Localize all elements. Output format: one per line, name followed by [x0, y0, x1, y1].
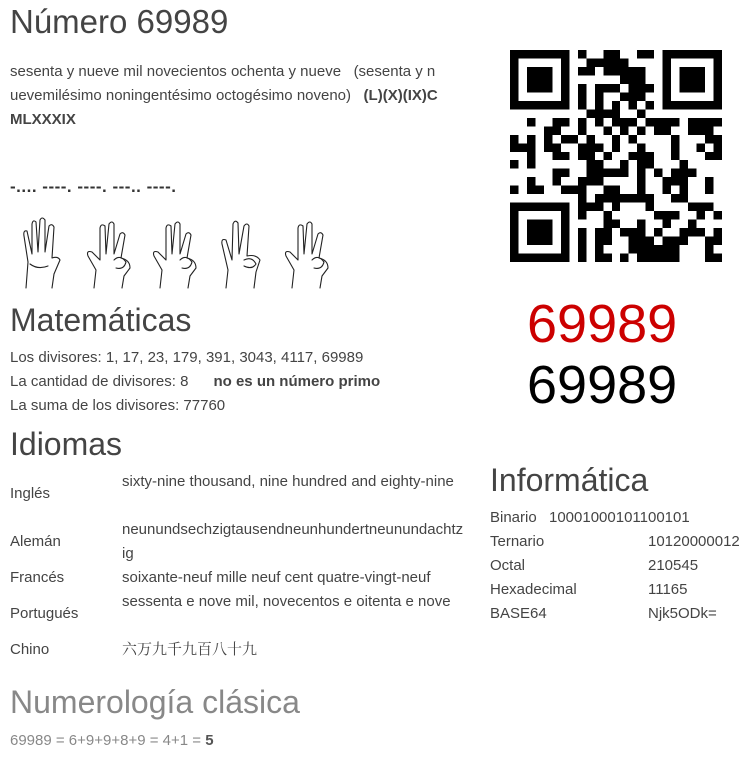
- math-section: [10, 346, 490, 418]
- divisor-sum: La suma de los divisores: 77760: [10, 397, 226, 414]
- informatics-heading: Informática: [490, 462, 649, 498]
- numerology-equation: 69989 = 6+9+9+8+9 = 4+1 =: [10, 732, 202, 749]
- hand-sign-9-icon: [154, 222, 197, 288]
- roman-numeral-part2: MLXXXIX: [10, 111, 76, 128]
- roman-numeral-part1: (L)(X)(IX)C: [363, 87, 438, 104]
- language-row-french: [10, 566, 470, 590]
- hand-sign-9-icon: [88, 222, 131, 288]
- prime-status: no es un número primo: [213, 373, 381, 390]
- language-row-chinese: [10, 638, 470, 662]
- info-row-binary: [490, 506, 748, 530]
- language-value: 六万九千九百八十九: [122, 641, 258, 658]
- info-row-octal: [490, 554, 748, 578]
- info-value: 10120000012: [648, 533, 740, 550]
- language-value: sessenta e nove mil, novecentos e oitenta e nove: [122, 593, 451, 610]
- language-name: Francés: [10, 569, 65, 586]
- number-black: 69989: [527, 355, 678, 415]
- info-row-ternary: [490, 530, 748, 554]
- info-row-hexadecimal: [490, 578, 748, 602]
- info-label: Ternario: [490, 533, 545, 550]
- info-label: BASE64: [490, 605, 547, 622]
- hand-sign-9-icon: [286, 222, 329, 288]
- language-value: soixante-neuf mille neuf cent quatre-vingt-neuf: [122, 569, 431, 586]
- qr-code-icon: [510, 50, 722, 262]
- language-name: Chino: [10, 641, 50, 658]
- ordinal-text-part2: uevemilésimo noningentésimo octogésimo noveno): [10, 87, 352, 104]
- info-value: 11165: [648, 581, 688, 598]
- language-row-english: [10, 470, 470, 518]
- spelling-block: [10, 60, 480, 132]
- hands-svg: [14, 214, 344, 292]
- qr-code-svg: [510, 50, 722, 262]
- numerology-result: 5: [205, 732, 214, 749]
- morse-code: -.... ----. ----. ---.. ----.: [10, 177, 177, 196]
- number-red: 69989: [527, 294, 678, 354]
- info-label: Hexadecimal: [490, 581, 577, 598]
- language-value: sixty-nine thousand, nine hundred and eighty-nine: [122, 473, 454, 490]
- cardinal-text: sesenta y nueve mil novecientos ochenta y nueve: [10, 63, 342, 80]
- hand-sign-8-icon: [222, 221, 260, 288]
- languages-heading: Idiomas: [10, 426, 123, 462]
- info-label: Binario: [490, 509, 537, 526]
- sign-language-hands: [14, 214, 344, 292]
- info-value: Njk5ODk=: [648, 605, 717, 622]
- info-value: 210545: [648, 557, 699, 574]
- numerology-line: [10, 732, 214, 749]
- language-value: neunundsechzigtausendneunhundertneunundachtzig: [122, 521, 464, 562]
- info-label: Octal: [490, 557, 526, 574]
- language-name: Inglés: [10, 485, 51, 502]
- language-row-portuguese: [10, 590, 470, 638]
- language-name: Alemán: [10, 533, 61, 550]
- page-title: Número 69989: [10, 3, 229, 40]
- hand-sign-6-icon: [24, 218, 60, 288]
- info-value: 10001000101100101: [549, 509, 690, 526]
- math-heading: Matemáticas: [10, 302, 192, 338]
- divisors-line: Los divisores: 1, 17, 23, 179, 391, 3043, 4117, 69989: [10, 349, 364, 366]
- ordinal-text-part1: (sesenta y n: [353, 63, 436, 80]
- language-name: Portugués: [10, 605, 79, 622]
- numerology-heading: Numerología clásica: [10, 684, 300, 720]
- divisor-count: La cantidad de divisores: 8: [10, 373, 189, 390]
- language-row-german: [10, 518, 470, 566]
- info-row-base64: [490, 602, 748, 626]
